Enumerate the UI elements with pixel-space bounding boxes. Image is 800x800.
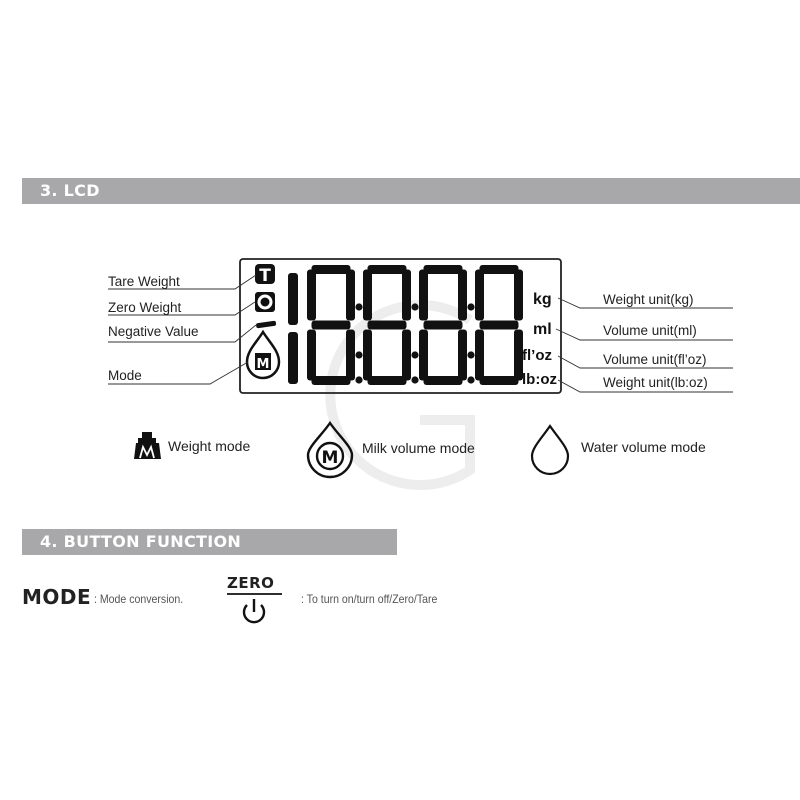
label-negative-value: Negative Value xyxy=(108,324,199,339)
lcd-segment xyxy=(419,270,428,321)
lcd-segment xyxy=(368,376,407,385)
lcd-segment xyxy=(419,330,428,381)
lcd-decimal-dot xyxy=(467,351,474,358)
lcd-segment xyxy=(368,265,407,274)
section-header-button-function: 4. BUTTON FUNCTION xyxy=(22,529,397,555)
lcd-segment xyxy=(363,330,372,381)
lcd-decimal-dot xyxy=(411,303,418,310)
lcd-segment xyxy=(424,376,463,385)
section-header-lcd: 3. LCD xyxy=(22,178,800,204)
lcd-segment xyxy=(312,376,351,385)
lcd-decimal-dot xyxy=(411,351,418,358)
lcd-segment xyxy=(480,321,519,330)
unit-kg: kg xyxy=(533,291,552,308)
zero-indicator-icon xyxy=(255,292,275,312)
unit-ml: ml xyxy=(533,321,552,338)
lcd-segment xyxy=(368,321,407,330)
label-mode: Mode xyxy=(108,368,142,383)
lcd-decimal-dot xyxy=(355,351,362,358)
weight-mode-icon xyxy=(134,432,161,459)
lcd-segment xyxy=(346,330,355,381)
label-weight-unit-lboz: Weight unit(lb:oz) xyxy=(603,375,708,390)
lcd-decimal-dot xyxy=(467,303,474,310)
lcd-digit-one xyxy=(288,273,298,384)
lcd-segment xyxy=(312,265,351,274)
lcd-segment xyxy=(402,330,411,381)
zero-button-description: : To turn on/turn off/Zero/Tare xyxy=(301,592,438,606)
mode-indicator-letter: M xyxy=(256,357,270,372)
negative-indicator-icon xyxy=(256,321,277,329)
lcd-digit-eight xyxy=(475,265,523,385)
label-weight-unit-kg: Weight unit(kg) xyxy=(603,292,694,307)
lcd-segment xyxy=(424,321,463,330)
label-volume-unit-floz: Volume unit(fl’oz) xyxy=(603,352,707,367)
lcd-segment xyxy=(363,270,372,321)
lcd-decimal-dot xyxy=(467,376,474,383)
lcd-segment xyxy=(307,330,316,381)
lcd-decimal-dot xyxy=(355,376,362,383)
zero-power-icon xyxy=(227,594,282,622)
lcd-segment xyxy=(480,265,519,274)
tare-indicator-icon xyxy=(255,264,275,286)
lcd-decimal-dot xyxy=(411,376,418,383)
mode-button-description: : Mode conversion. xyxy=(94,592,184,606)
unit-floz: fl’oz xyxy=(522,347,552,364)
lcd-segment xyxy=(475,330,484,381)
lcd-segment xyxy=(346,270,355,321)
lcd-segment xyxy=(312,321,351,330)
milk-volume-mode-label: Milk volume mode xyxy=(362,440,475,456)
tare-indicator-letter: T xyxy=(259,266,271,286)
mode-indicator-icon xyxy=(247,332,279,378)
label-tare-weight: Tare Weight xyxy=(108,274,180,289)
lcd-segment xyxy=(480,376,519,385)
lcd-segment xyxy=(307,270,316,321)
label-volume-unit-ml: Volume unit(ml) xyxy=(603,323,697,338)
weight-mode-label: Weight mode xyxy=(168,438,251,454)
lcd-decimal-dot xyxy=(355,303,362,310)
label-zero-weight: Zero Weight xyxy=(108,300,182,315)
mode-button-label: MODE xyxy=(22,585,92,609)
lcd-segment xyxy=(475,270,484,321)
lcd-segment xyxy=(458,270,467,321)
unit-lboz: lb:oz xyxy=(522,371,557,388)
lcd-segment xyxy=(458,330,467,381)
lcd-segment xyxy=(424,265,463,274)
lcd-digit-eight xyxy=(363,265,411,385)
lcd-digit-eight xyxy=(419,265,467,385)
lcd-segment xyxy=(402,270,411,321)
lcd-segment xyxy=(514,270,523,321)
water-volume-mode-icon xyxy=(532,426,568,474)
milk-icon-letter: M xyxy=(321,448,339,468)
zero-button-label: ZERO xyxy=(227,574,275,592)
water-volume-mode-label: Water volume mode xyxy=(581,439,706,455)
